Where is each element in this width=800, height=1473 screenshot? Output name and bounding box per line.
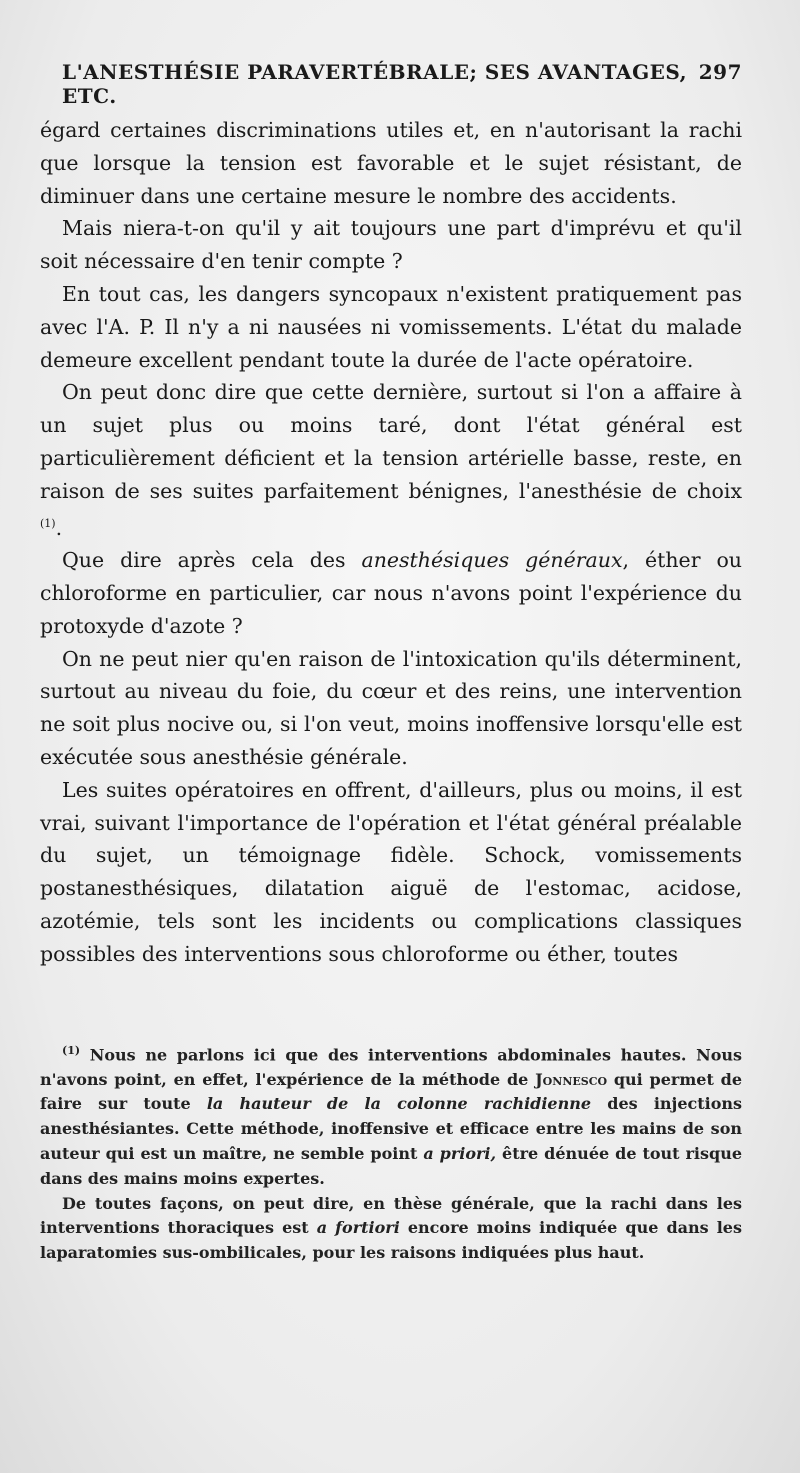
paragraph-4 [40,376,742,544]
footnote-reference: (1) [40,516,56,530]
paragraph-4-end: . [55,515,63,540]
footnote-1-c: des injections anesthésiantes. Cette méthode, inoffensive et efficace entre les mains de son auteur qui est un maître, ne semble point [40,1094,743,1164]
footnote-1 [40,1039,742,1192]
footnote-2-b: encore moins indiquée que dans les laparatomies sus-ombilicales, pour les raisons indiquées plus haut. [40,1218,742,1263]
paragraph-1: égard certaines discriminations utiles et, en n'autorisant la rachi que lorsque la tension est favorable et le sujet résistant, de diminuer dans une certaine mesure le nombre des accidents. [40,118,742,208]
footnote-marker: (1) [62,1043,81,1057]
paragraph-4-text: On peut donc dire que cette dernière, surtout si l'on a affaire à un sujet plus ou moins taré, dont l'état général est particulièrement déficient et la tension artérielle basse, reste, en raison de ses suites parfaitement bénignes, l'anesthésie de choix [40,380,742,503]
paragraph-5-end: , éther ou chloroforme en particulier, car nous n'avons point l'expérience du protoxyde d'azote ? [40,548,742,638]
paragraph-5-emphasis: anesthésiques généraux [361,548,623,573]
footnote-1-a: Nous ne parlons ici que des interventions abdominales hautes. Nous n'avons point, en effet, l'expérience de la méthode de [40,1044,742,1089]
running-title: L'ANESTHÉSIE PARAVERTÉBRALE; SES AVANTAGES, ETC. [62,60,688,108]
footnote-1-d: être dénuée de tout risque dans des mains moins expertes. [40,1144,743,1188]
paragraph-2: Mais niera-t-on qu'il y ait toujours une part d'imprévu et qu'il soit nécessaire d'en tenir compte ? [40,216,742,274]
footnote-1-emphasis-1: la hauteur de la colonne rachidienne [206,1094,592,1114]
paragraph-6: On ne peut nier qu'en raison de l'intoxication qu'ils déterminent, surtout au niveau du foie, du cœur et des reins, une intervention ne soit plus nocive ou, si l'on veut, moins inoffensive lorsqu'elle est exécutée sous anesthésie générale. [40,646,742,769]
footnotes [40,1039,742,1267]
main-text [40,114,742,971]
footnote-2-emphasis: a fortiori [316,1218,400,1238]
footnote-2-a: De toutes façons, on peut dire, en thèse générale, que la rachi dans les interventions thoraciques est [40,1193,742,1238]
running-header [62,60,742,108]
footnote-2 [40,1192,742,1266]
paragraph-5-start: Que dire après cela des [62,548,362,573]
paragraph-5 [40,544,742,642]
paragraph-7: Les suites opératoires en offrent, d'ailleurs, plus ou moins, il est vrai, suivant l'importance de l'opération et l'état général préalable du sujet, un témoignage fidèle. Schock, vomissements postanesthésiques, dilatation aiguë de l'estomac, acidose, azotémie, tels sont les incidents ou complications classiques possibles des interventions sous chloroforme ou éther, toutes [40,777,742,966]
author-name: Jonnesco [535,1069,608,1089]
page-number: 297 [698,60,742,84]
book-page [40,60,742,1266]
paragraph-3: En tout cas, les dangers syncopaux n'existent pratiquement pas avec l'A. P. Il n'y a ni nausées ni vomissements. L'état du malade demeure excellent pendant toute la durée de l'acte opératoire. [40,281,742,372]
footnote-1-emphasis-2: a priori, [423,1144,497,1164]
footnote-1-b: qui permet de faire sur toute [40,1069,742,1114]
